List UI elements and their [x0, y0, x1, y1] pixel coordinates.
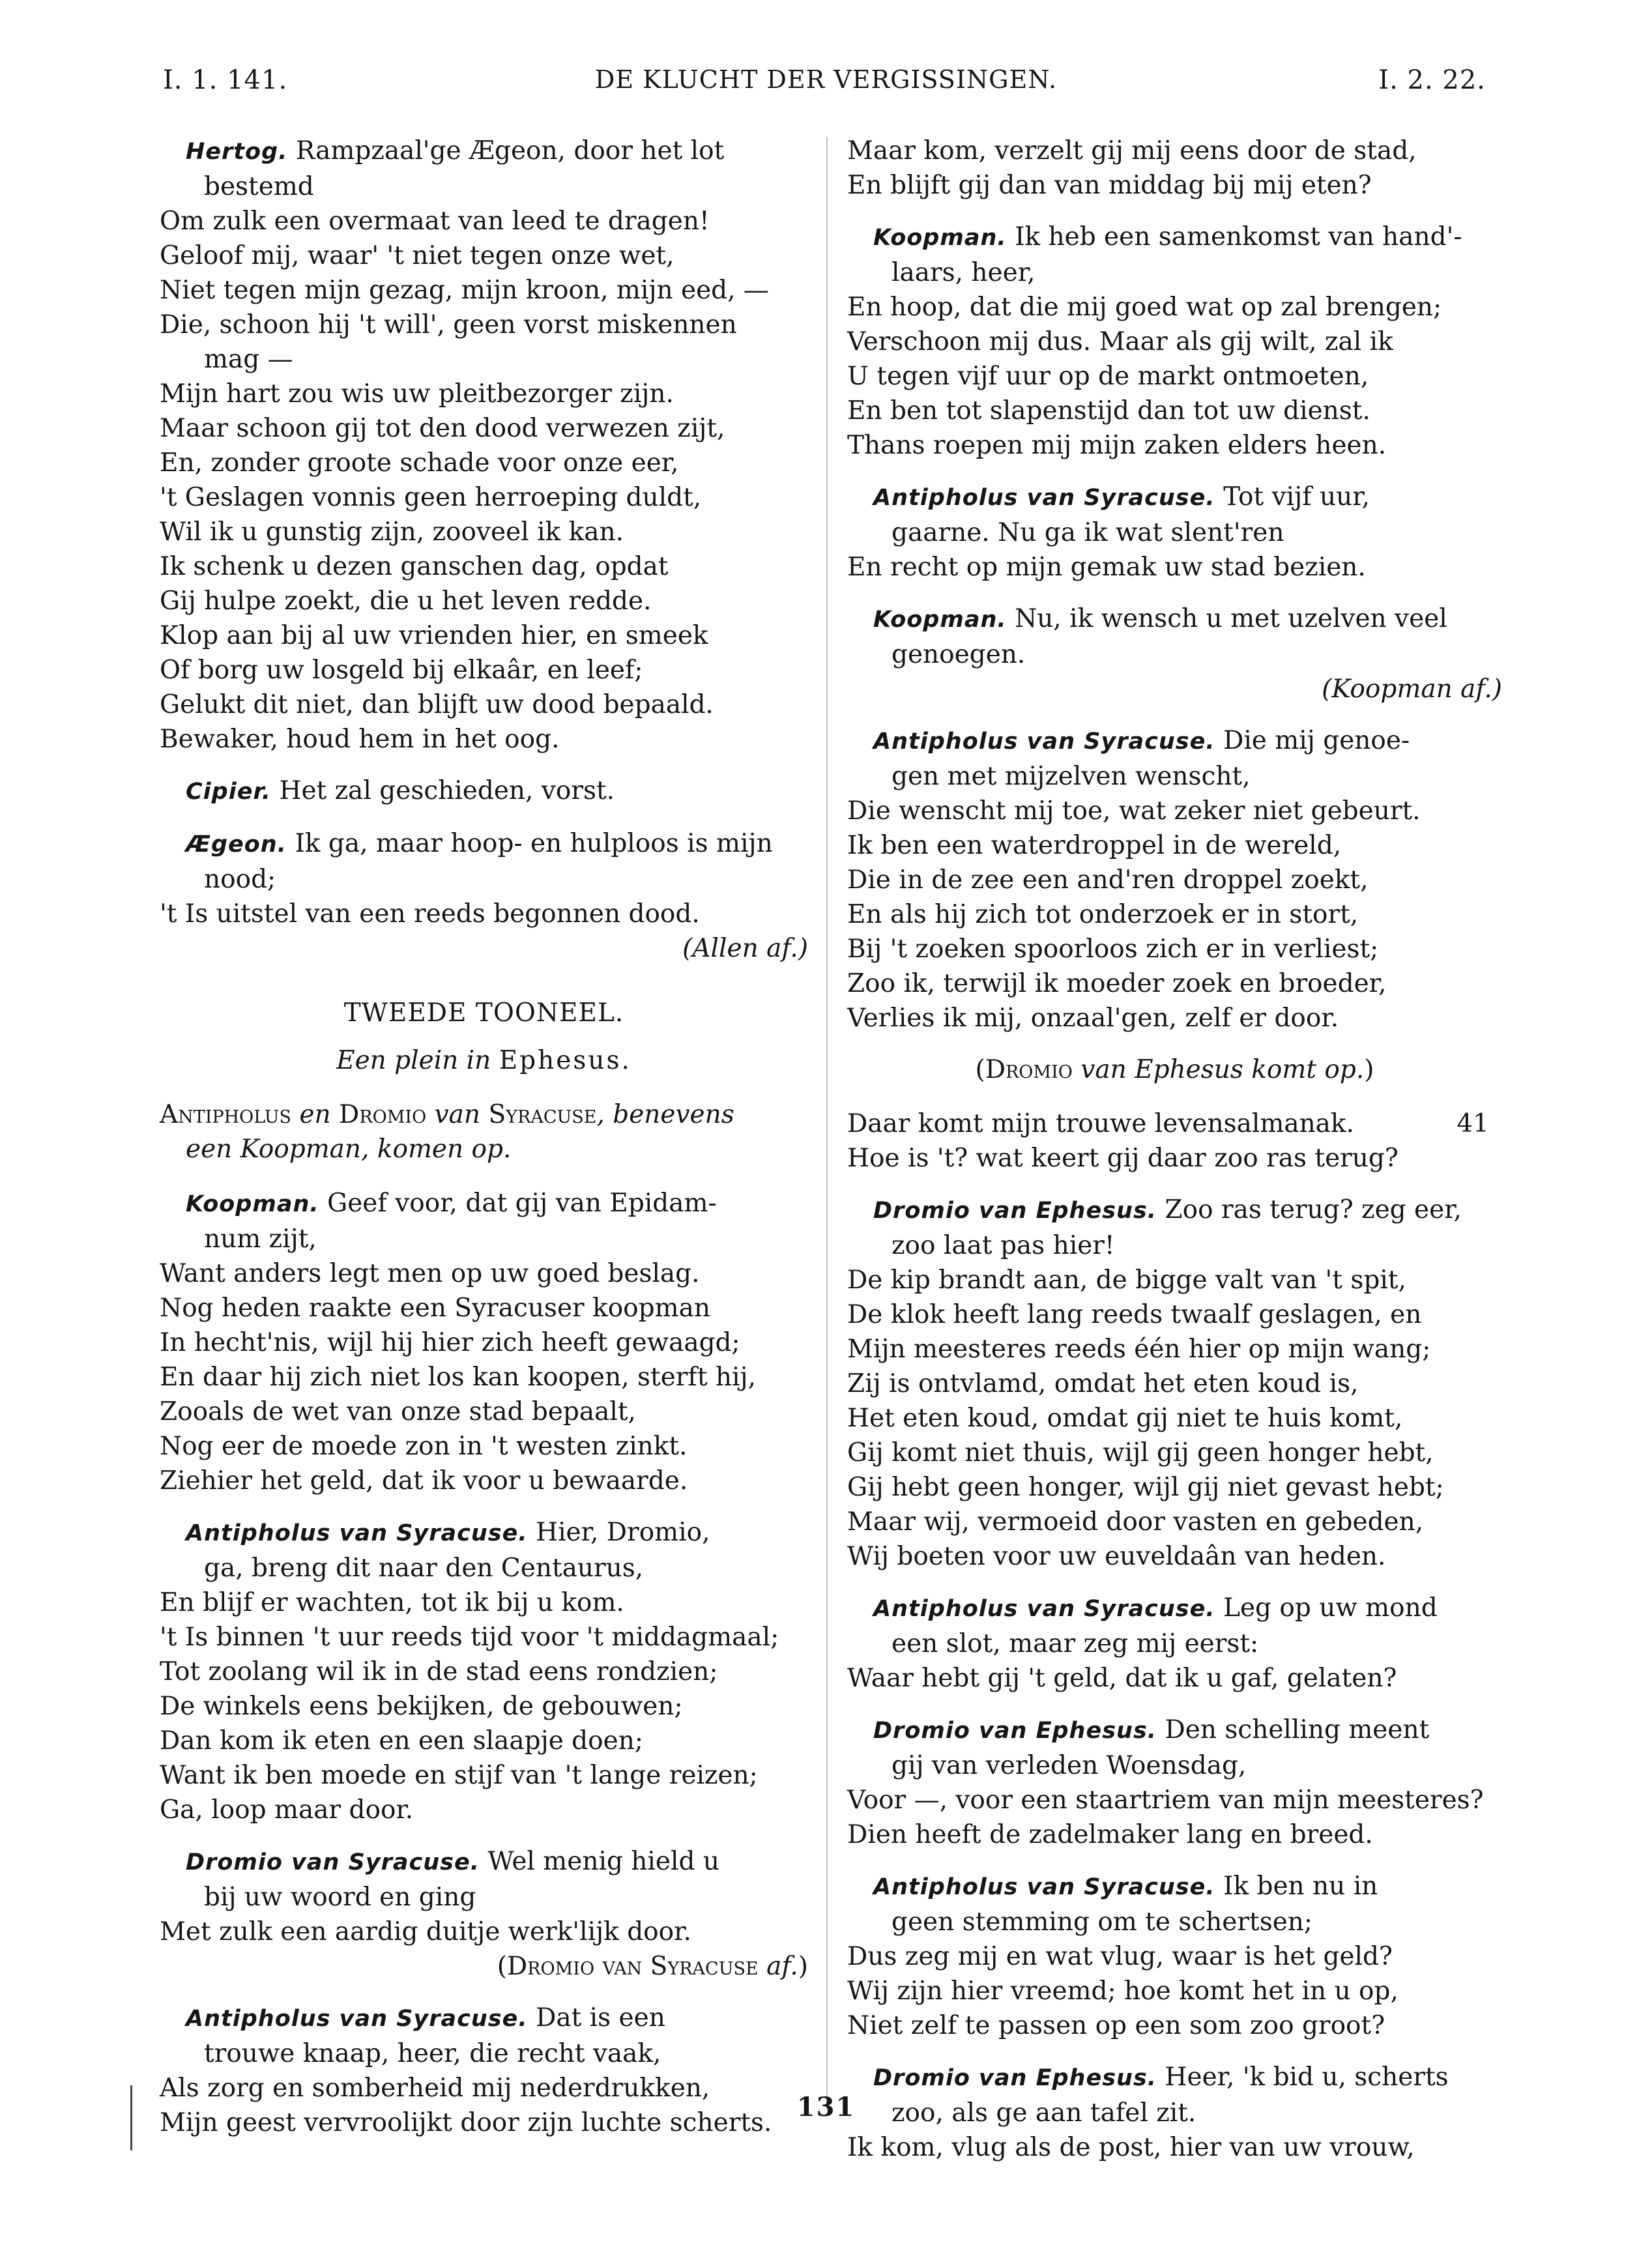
verse-line: Dan kom ik eten en een slaapje doen;	[160, 1726, 643, 1756]
verse-line: Ga, loop maar door.	[160, 1795, 414, 1825]
verse-line: 't Is uitstel van een reeds begonnen dood.	[160, 899, 700, 929]
verse-line: Daar komt mijn trouwe levensalmanak.	[847, 1109, 1354, 1138]
verse-line: Gij hebt geen honger, wijl gij niet gevast hebt;	[847, 1473, 1444, 1502]
verse-line: Die, schoon hij 't will', geen vorst miskennen	[160, 310, 737, 340]
speaker-label: Dromio van Syracuse.	[186, 1849, 480, 1875]
speech-antipholus-syracuse	[847, 1591, 1502, 1696]
left-column	[160, 134, 808, 2157]
verse-line: een slot, maar zeg mij eerst:	[891, 1629, 1259, 1658]
scene-heading: TWEEDE TOONEEL.	[343, 998, 624, 1028]
verse-line: Maar schoon gij tot den dood verwezen zijt,	[160, 414, 725, 443]
verse-line: bij uw woord en ging	[204, 1883, 476, 1912]
line-number: 41	[1456, 1109, 1489, 1138]
verse-line: Gij hulpe zoekt, die u het leven redde.	[160, 586, 652, 616]
speaker-label: Cipier.	[186, 779, 272, 805]
direction-text: , benevens	[596, 1100, 734, 1129]
verse-line: gen met mijzelven wenscht,	[891, 762, 1251, 791]
speech-cipier	[160, 774, 808, 809]
verse-line: En hoop, dat die mij goed wat op zal brengen;	[847, 293, 1442, 322]
speech-antipholus-syracuse	[160, 1515, 808, 1827]
verse-line: Nu, ik wensch u met uzelven veel	[1015, 604, 1447, 633]
verse-line: ga, breng dit naar den Centaurus,	[204, 1554, 644, 1583]
verse-line: Dat is een	[536, 2003, 665, 2033]
character-name: Dromio van Syracuse	[506, 1952, 759, 1981]
verse-line: zoo laat pas hier!	[891, 1231, 1115, 1260]
verse-line: Ik ga, maar hoop- en hulploos is mijn	[295, 829, 773, 858]
verse-line: Zoo ras terug? zeg eer,	[1165, 1195, 1462, 1224]
verse-line: laars, heer,	[891, 258, 1036, 287]
verse-line: Want ik ben moede en stijf van 't lange reizen;	[160, 1761, 758, 1790]
verse-line: Wel menig hield u	[487, 1847, 719, 1876]
speaker-label: Ægeon.	[186, 832, 287, 858]
speaker-label: Antipholus van Syracuse.	[873, 729, 1215, 755]
verse-line: Den schelling meent	[1165, 1715, 1430, 1744]
verse-line: Nog heden raakte een Syracuser koopman	[160, 1294, 710, 1323]
header-right-reference: I. 2. 22.	[1378, 65, 1486, 95]
verse-line: En blijf er wachten, tot ik bij u kom.	[160, 1588, 624, 1617]
verse-line: genoegen.	[891, 640, 1026, 669]
verse-line: Waar hebt gij 't geld, dat ik u gaf, gelaten?	[847, 1664, 1397, 1693]
verse-line: Die mij genoe-	[1223, 726, 1410, 755]
speech-koopman	[847, 601, 1502, 672]
verse-line: num zijt,	[204, 1224, 317, 1254]
speaker-label: Antipholus van Syracuse.	[186, 2006, 528, 2032]
verse-line: Leg op uw mond	[1223, 1593, 1438, 1623]
verse-line: Ik ben een waterdroppel in de wereld,	[847, 831, 1342, 860]
verse-line: Tot zoolang wil ik in de stad eens rondzien;	[160, 1657, 718, 1686]
speaker-label: Antipholus van Syracuse.	[873, 485, 1215, 511]
header-left-reference: I. 1. 141.	[163, 65, 288, 95]
verse-line: De klok heeft lang reeds twaalf geslagen, en	[847, 1300, 1422, 1329]
character-name: Dromio	[985, 1055, 1073, 1084]
speech-antipholus-continued	[847, 1107, 1502, 1176]
verse-line: Verschoon mij dus. Maar als gij wilt, zal ik	[847, 327, 1393, 356]
verse-line: Wij boeten voor uw euveldaân van heden.	[847, 1542, 1386, 1571]
stage-direction-exit: (Allen af.)	[682, 934, 808, 963]
verse-line: Mijn hart zou wis uw pleitbezorger zijn.	[160, 379, 674, 409]
verse-line: Bij 't zoeken spoorloos zich er in verliest;	[847, 934, 1379, 964]
verse-line: Ziehier het geld, dat ik voor u bewaarde.	[160, 1466, 688, 1496]
character-name: Dromio	[339, 1100, 427, 1129]
verse-line: gaarne. Nu ga ik wat slent'ren	[891, 518, 1284, 547]
verse-line: Mijn meesteres reeds één hier op mijn wang;	[847, 1335, 1431, 1364]
verse-line: trouwe knaap, heer, die recht vaak,	[204, 2039, 661, 2068]
right-column	[847, 134, 1502, 2182]
direction-text: af.	[766, 1952, 798, 1981]
verse-line: bestemd	[204, 172, 314, 201]
verse-line: Hier, Dromio,	[536, 1518, 710, 1547]
verse-line: Gelukt dit niet, dan blijft uw dood bepaald.	[160, 690, 714, 719]
scene-location	[160, 1043, 808, 1078]
verse-line: mag —	[204, 345, 293, 374]
verse-line: Hoe is 't? wat keert gij daar zoo ras terug?	[847, 1144, 1398, 1173]
stage-direction-entrance: (Dromio van Ephesus komt op.)	[975, 1055, 1374, 1084]
speech-antipholus-syracuse	[847, 480, 1502, 585]
verse-line: Gij komt niet thuis, wijl gij geen honger hebt,	[847, 1438, 1434, 1468]
verse-line: Klop aan bij al uw vrienden hier, en smeek	[160, 621, 708, 650]
speech-koopman	[847, 220, 1502, 463]
stage-direction-entrance	[160, 1097, 808, 1166]
speaker-label: Antipholus van Syracuse.	[186, 1520, 528, 1546]
direction-text: een Koopman, komen op.	[186, 1135, 512, 1164]
verse-line: De winkels eens bekijken, de gebouwen;	[160, 1692, 683, 1721]
page-number: 131	[796, 2092, 856, 2122]
verse-line: Want anders legt men op uw goed beslag.	[160, 1259, 700, 1288]
stage-direction-exit: (Dromio van Syracuse af.)	[497, 1952, 808, 1981]
speech-continuation	[847, 134, 1502, 203]
speaker-label: Dromio van Ephesus.	[873, 2065, 1157, 2091]
character-name: Antipholus	[160, 1100, 292, 1129]
verse-line: In hecht'nis, wijl hij hier zich heeft gewaagd;	[160, 1328, 740, 1357]
verse-line: Voor —, voor een staartriem van mijn meesteres?	[847, 1786, 1484, 1815]
verse-line: 't Geslagen vonnis geen herroeping duldt,	[160, 483, 702, 512]
conjunction: en	[299, 1100, 331, 1129]
verse-line: Maar kom, verzelt gij mij eens door de stad,	[847, 136, 1417, 166]
verse-line: Ik kom, vlug als de post, hier van uw vrouw,	[847, 2133, 1415, 2162]
verse-line: Niet zelf te passen op een som zoo groot?	[847, 2011, 1385, 2040]
verse-line: En, zonder groote schade voor onze eer,	[160, 448, 679, 478]
verse-line: Rampzaal'ge Ægeon, door het lot	[295, 136, 725, 166]
verse-line: gij van verleden Woensdag,	[891, 1751, 1247, 1780]
speaker-label: Antipholus van Syracuse.	[873, 1596, 1215, 1622]
verse-line: Zoo ik, terwijl ik moeder zoek en broeder,	[847, 969, 1387, 998]
running-title: DE KLUCHT DER VERGISSINGEN.	[594, 65, 1058, 94]
verse-line: Of borg uw losgeld bij elkaâr, en leef;	[160, 656, 643, 685]
verse-line: Thans roepen mij mijn zaken elders heen.	[847, 431, 1387, 460]
speaker-label: Antipholus van Syracuse.	[873, 1874, 1215, 1900]
speaker-label: Hertog.	[186, 139, 288, 165]
verse-line: Tot vijf uur,	[1223, 482, 1370, 512]
verse-line: En ben tot slapenstijd dan tot uw dienst.	[847, 396, 1370, 426]
verse-line: Zooals de wet van onze stad bepaalt,	[160, 1397, 636, 1426]
verse-line: Die wenscht mij toe, wat zeker niet gebeurt.	[847, 796, 1421, 826]
verse-line: Bewaker, houd hem in het oog.	[160, 725, 560, 754]
speaker-label: Koopman.	[873, 607, 1007, 633]
speech-hertog	[160, 134, 808, 757]
verse-line: Maar wij, vermoeid door vasten en gebeden,	[847, 1507, 1424, 1537]
verse-line: Verlies ik mij, onzaal'gen, zelf er door.	[847, 1004, 1339, 1033]
verse-line: zoo, als ge aan tafel zit.	[891, 2098, 1196, 2128]
verse-line: Heer, 'k bid u, scherts	[1165, 2062, 1449, 2092]
stage-direction-exit: (Koopman af.)	[1322, 674, 1502, 704]
preposition: van	[434, 1100, 481, 1129]
verse-line: nood;	[204, 865, 276, 894]
verse-line: geen stemming om te schertsen;	[891, 1907, 1313, 1937]
verse-line: Niet tegen mijn gezag, mijn kroon, mijn eed, —	[160, 276, 769, 305]
verse-line: En blijft gij dan van middag bij mij eten?	[847, 171, 1372, 200]
speech-koopman	[160, 1186, 808, 1498]
speaker-label: Koopman.	[186, 1191, 319, 1217]
column-divider	[826, 137, 828, 2105]
speaker-label: Dromio van Ephesus.	[873, 1198, 1157, 1224]
verse-line: 't Is binnen 't uur reeds tijd voor 't middagmaal;	[160, 1623, 779, 1652]
speaker-label: Koopman.	[873, 225, 1007, 251]
verse-line: Ik ben nu in	[1223, 1872, 1378, 1901]
verse-line: Ik heb een samenkomst van hand'-	[1015, 222, 1462, 252]
location-place: Ephesus.	[499, 1046, 631, 1075]
verse-line: Mijn geest vervroolijkt door zijn luchte scherts.	[160, 2108, 772, 2137]
verse-line: Met zulk een aardig duitje werk'lijk door.	[160, 1917, 691, 1946]
verse-line: Wij zijn hier vreemd; hoe komt het in u op,	[847, 1976, 1398, 2006]
location-prefix: Een plein in	[336, 1046, 491, 1075]
verse-line: Zij is ontvlamd, omdat het eten koud is,	[847, 1369, 1359, 1398]
direction-text: van Ephesus komt op.	[1080, 1055, 1365, 1084]
speech-aegeon	[160, 826, 808, 931]
verse-line: Het eten koud, omdat gij niet te huis komt,	[847, 1404, 1403, 1433]
verse-line: En daar hij zich niet los kan koopen, sterft hij,	[160, 1363, 756, 1392]
speech-antipholus-syracuse	[847, 723, 1502, 1035]
verse-line: Om zulk een overmaat van leed te dragen!	[160, 207, 710, 236]
verse-line: Die in de zee een and'ren droppel zoekt,	[847, 865, 1369, 895]
verse-line: Wil ik u gunstig zijn, zooveel ik kan.	[160, 517, 624, 547]
city-name: Syracuse	[488, 1100, 597, 1129]
speech-dromio-ephesus	[847, 1193, 1502, 1574]
verse-line: Dien heeft de zadelmaker lang en breed.	[847, 1820, 1373, 1849]
verse-line: Nog eer de moede zon in 't westen zinkt.	[160, 1432, 688, 1461]
speech-dromio-syracuse	[160, 1844, 808, 1949]
verse-line: Geef voor, dat gij van Epidam-	[327, 1189, 717, 1218]
verse-line: Geloof mij, waar' 't niet tegen onze wet,	[160, 241, 674, 270]
verse-line: Ik schenk u dezen ganschen dag, opdat	[160, 552, 669, 581]
speaker-label: Dromio van Ephesus.	[873, 1718, 1157, 1744]
verse-line: En als hij zich tot onderzoek er in stort,	[847, 900, 1359, 929]
verse-line: Dus zeg mij en wat vlug, waar is het geld?	[847, 1942, 1393, 1971]
speech-antipholus-syracuse	[847, 1869, 1502, 2043]
verse-line: U tegen vijf uur op de markt ontmoeten,	[847, 362, 1369, 391]
verse-line: De kip brandt aan, de bigge valt van 't spit,	[847, 1266, 1406, 1295]
verse-line: En recht op mijn gemak uw stad bezien.	[847, 553, 1366, 582]
verse-line: Het zal geschieden, vorst.	[279, 776, 615, 805]
verse-line: Als zorg en somberheid mij nederdrukken,	[160, 2074, 710, 2103]
speech-dromio-ephesus	[847, 1713, 1502, 1852]
